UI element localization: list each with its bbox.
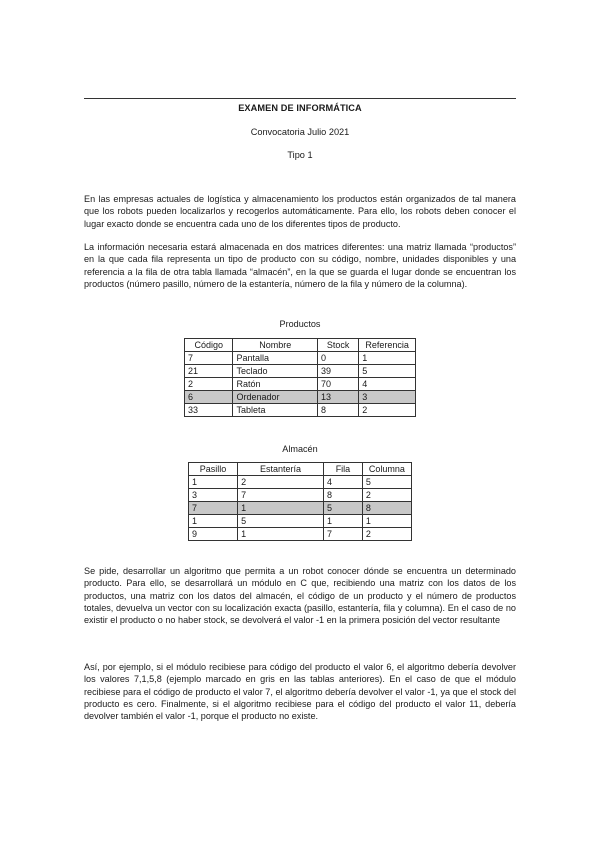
- table-cell: 13: [318, 391, 359, 404]
- column-header: Referencia: [359, 339, 416, 352]
- table-cell: 2: [362, 528, 411, 541]
- table-row: [189, 502, 412, 515]
- column-header: Estantería: [238, 463, 324, 476]
- column-header: Nombre: [233, 339, 318, 352]
- table-cell: 9: [189, 528, 238, 541]
- table-cell: Ratón: [233, 378, 318, 391]
- exam-type: Tipo 1: [287, 150, 313, 160]
- table-cell: 21: [185, 365, 233, 378]
- table-cell: 5: [362, 476, 411, 489]
- paragraph-data-description: La información necesaria estará almacenada en dos matrices diferentes: una matriz llamada “productos” en la que cada fila representa un tipo de producto con su código, nombre, unidades disponibles y una referencia a la fila de otra tabla llamada “almacén”, en la que se guarda el lugar donde se encuentran los productos (número pasillo, número de la estantería, número de la fila y número de la columna).: [84, 242, 516, 289]
- table-cell: 1: [238, 528, 324, 541]
- table-cell: 5: [238, 515, 324, 528]
- table-cell: 33: [185, 404, 233, 417]
- exam-session: Convocatoria Julio 2021: [250, 127, 350, 137]
- table-row: [185, 391, 416, 404]
- table-cell: 4: [324, 476, 363, 489]
- productos-caption: Productos: [279, 319, 321, 329]
- table-cell: 1: [189, 515, 238, 528]
- table-cell: 7: [185, 352, 233, 365]
- productos-table: [184, 338, 416, 417]
- table-row: [185, 352, 416, 365]
- table-cell: 5: [359, 365, 416, 378]
- table-cell: 2: [359, 404, 416, 417]
- table-cell: 2: [185, 378, 233, 391]
- table-header-row: [189, 463, 412, 476]
- table-cell: 1: [362, 515, 411, 528]
- table-cell: 2: [238, 476, 324, 489]
- column-header: Columna: [362, 463, 411, 476]
- table-cell: 3: [359, 391, 416, 404]
- table-row: [189, 476, 412, 489]
- table-cell: 39: [318, 365, 359, 378]
- table-row: [185, 365, 416, 378]
- table-cell: 1: [238, 502, 324, 515]
- table-cell: 1: [189, 476, 238, 489]
- table-cell: Teclado: [233, 365, 318, 378]
- column-header: Pasillo: [189, 463, 238, 476]
- table-cell: Pantalla: [233, 352, 318, 365]
- column-header: Código: [185, 339, 233, 352]
- table-cell: 7: [324, 528, 363, 541]
- header-rule: [84, 98, 516, 99]
- table-cell: 7: [189, 502, 238, 515]
- almacen-caption: Almacén: [282, 444, 318, 454]
- table-cell: 6: [185, 391, 233, 404]
- table-row: [185, 378, 416, 391]
- table-header-row: [185, 339, 416, 352]
- table-cell: Tableta: [233, 404, 318, 417]
- table-cell: Ordenador: [233, 391, 318, 404]
- table-row: [189, 489, 412, 502]
- table-row: [189, 515, 412, 528]
- table-cell: 70: [318, 378, 359, 391]
- table-cell: 3: [189, 489, 238, 502]
- paragraph-intro: En las empresas actuales de logística y almacenamiento los productos están organizados de tal manera que los robots pueden localizarlos y recogerlos automáticamente. Para ello, los robots deben conocer el lugar exacto donde se encuentra cada uno de los diferentes tipos de producto.: [84, 194, 516, 229]
- almacen-table: [188, 462, 412, 541]
- table-cell: 8: [362, 502, 411, 515]
- table-cell: 8: [318, 404, 359, 417]
- table-cell: 7: [238, 489, 324, 502]
- column-header: Stock: [318, 339, 359, 352]
- table-cell: 1: [359, 352, 416, 365]
- table-cell: 8: [324, 489, 363, 502]
- exam-title: EXAMEN DE INFORMÁTICA: [238, 103, 362, 113]
- table-row: [185, 404, 416, 417]
- table-row: [189, 528, 412, 541]
- table-cell: 5: [324, 502, 363, 515]
- table-cell: 1: [324, 515, 363, 528]
- table-cell: 0: [318, 352, 359, 365]
- table-cell: 4: [359, 378, 416, 391]
- paragraph-task: Se pide, desarrollar un algoritmo que permita a un robot conocer dónde se encuentra un determinado producto. Para ello, se desarrollará un módulo en C que, recibiendo una matriz con los datos de los productos, una matriz con los datos del almacén, el código de un producto y el número de productos totales, devuelva un vector con su localización exacta (pasillo, estantería, fila y columna). En el caso de no existir el producto o no haber stock, se devolverá el valor -1 en la primera posición del vector resultante: [84, 566, 516, 626]
- table-cell: 2: [362, 489, 411, 502]
- paragraph-example: Así, por ejemplo, si el módulo recibiese para código del producto el valor 6, el algoritmo debería devolver los valores 7,1,5,8 (ejemplo marcado en gris en las tablas anteriores). En el caso de que el módulo recibiese para el código de producto el valor 7, el algoritmo debería devolver el valor -1, ya que el stock del producto es cero. Finalmente, si el algoritmo recibiese para el código del producto el valor 11, debería devolver también el valor -1, porque el producto no existe.: [84, 662, 516, 722]
- column-header: Fila: [324, 463, 363, 476]
